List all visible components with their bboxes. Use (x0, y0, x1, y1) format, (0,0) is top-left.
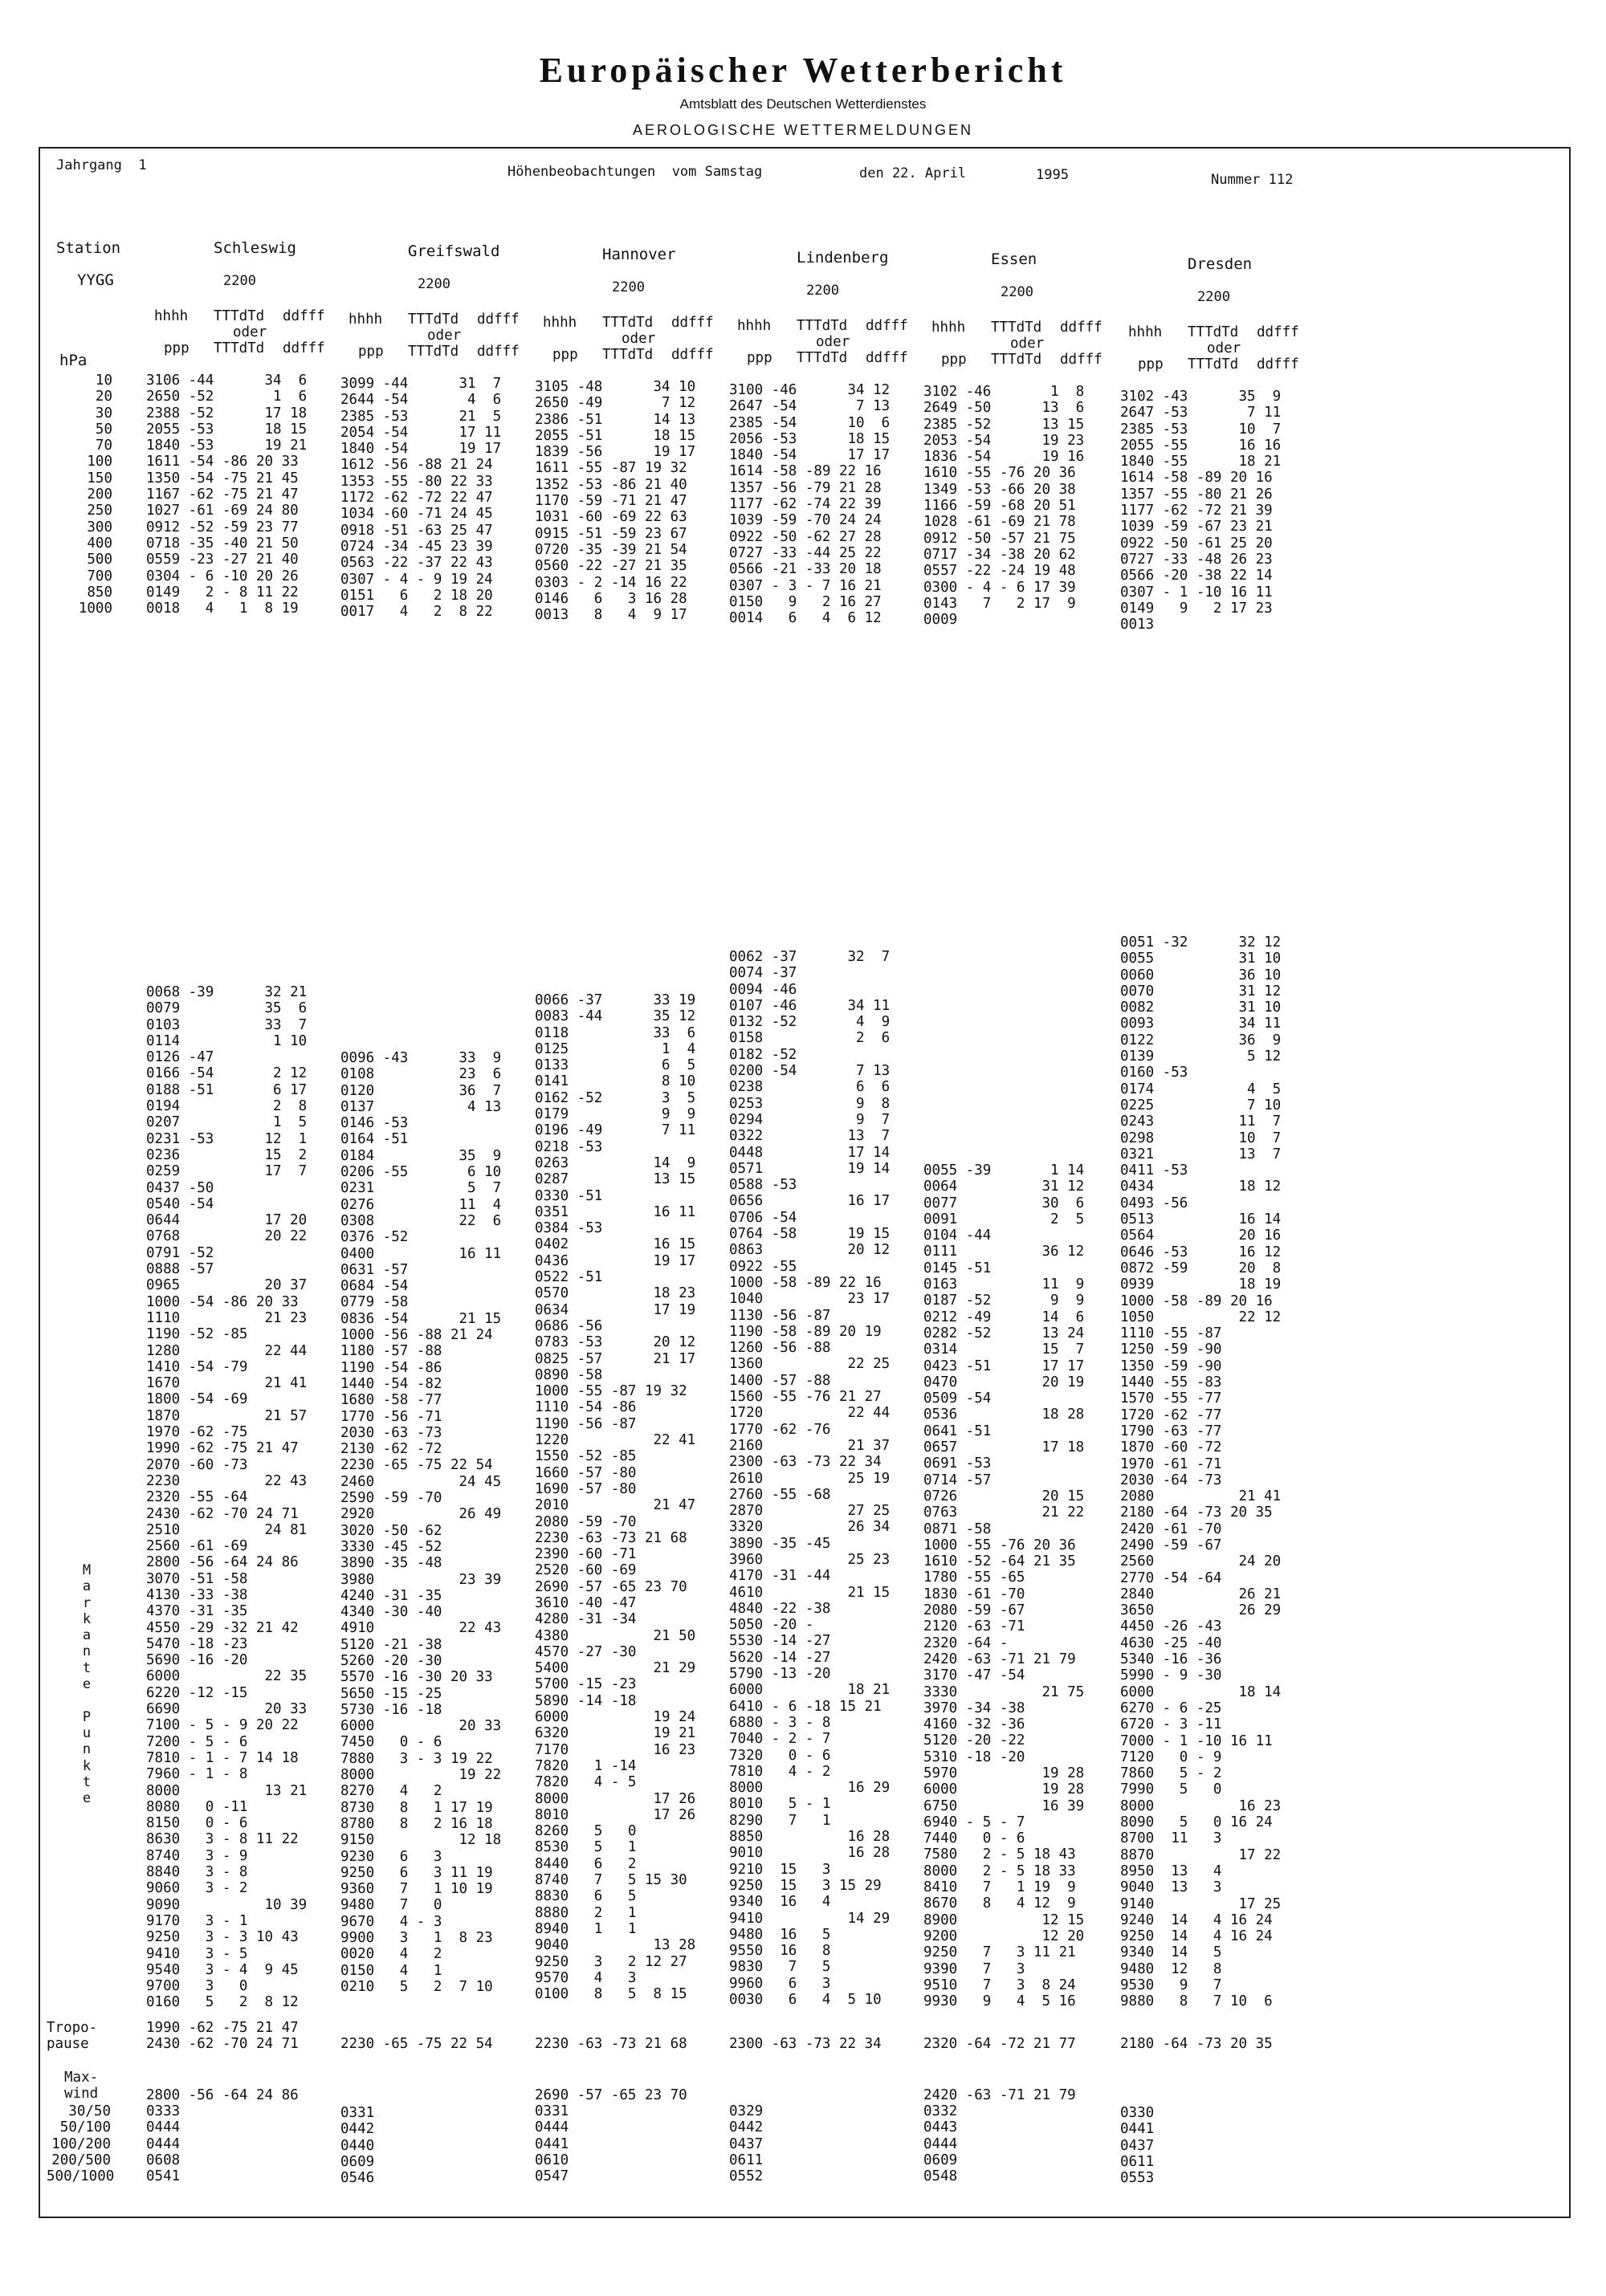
observation-date: den 22. April (859, 165, 967, 181)
oder-header: oder (233, 324, 267, 340)
station-time: 2200 (418, 276, 450, 292)
tttdtd-header: TTTdTd (991, 320, 1042, 336)
station-name: Essen (991, 250, 1037, 268)
layer-thickness-block: 0332 0443 0444 0609 0548 (923, 2103, 958, 2185)
ddfff-header: ddfff (866, 350, 908, 366)
oder-header: oder (427, 328, 462, 344)
hpa-label: hPa (59, 352, 88, 369)
hhhh-header: hhhh (1128, 324, 1163, 340)
ppp-header: ppp (747, 350, 772, 366)
observation-year: 1995 (1036, 167, 1069, 183)
document-subtitle: Amtsblatt des Deutschen Wetterdienstes (679, 96, 927, 112)
oder-header: oder (1010, 336, 1045, 352)
maxwind-block: 2800 -56 -64 24 86 (146, 2087, 299, 2103)
station-time: 2200 (223, 273, 256, 289)
standard-levels-block: 3099 -44 31 7 2644 -54 4 6 2385 -53 21 5 2054 -54 17 11 1840 -54 19 17 1612 -56 -88 21 24 1353 -55 -80 22 33 1172 -62 -72 22 47 1034 -60 -71 24 45 0918 -51 -63 25 47 0724 -34 -45 23 39 0563 -22 -37 22 43 0307 - 4 - 9 19 24 0151 6 2 18 20 0017 4 2 8 22 (340, 376, 502, 621)
station-name: Schleswig (214, 239, 296, 257)
station-name: Greifswald (408, 242, 500, 260)
oder-header: oder (1207, 340, 1241, 356)
tttdtd-header: TTTdTd (1188, 356, 1239, 372)
hhhh-header: hhhh (543, 315, 577, 331)
maxwind-block: 2690 -57 -65 23 70 (535, 2087, 687, 2103)
tropopause-block: 2180 -64 -73 20 35 (1120, 2036, 1273, 2053)
hhhh-header: hhhh (154, 308, 189, 324)
tttdtd-header: TTTdTd (797, 350, 848, 366)
tropopause-block: 2230 -65 -75 22 54 (340, 2036, 493, 2053)
hhhh-header: hhhh (737, 318, 772, 334)
tropopause-block: 1990 -62 -75 21 47 2430 -62 -70 24 71 (146, 2020, 299, 2053)
tttdtd-header: TTTdTd (408, 311, 459, 328)
tttdtd-header: TTTdTd (602, 315, 654, 331)
layer-thickness-block: 0331 0442 0440 0609 0546 (340, 2105, 375, 2187)
layer-labels: 30/50 50/100 100/200 200/500 500/1000 (47, 2103, 115, 2185)
ddfff-header: ddfff (1060, 352, 1103, 368)
ddfff-header: ddfff (1257, 324, 1299, 340)
ddfff-header: ddfff (283, 308, 325, 324)
significant-points-block: 0051 -32 32 12 0055 31 10 0060 36 10 0070 31 12 0082 31 10 0093 34 11 0122 36 9 0139 5 12 0160 -53 0174 4 5 0225 7 10 0243 11 7 0298 10 7 0321 13 7 0411 -53 0434 18 12 0493 -56 0513 16 14 0564 20 16 0646 -53 16 12 0872 -59 20 8 0939 18 19 1000 -58 -89 20 16 1050 22 12 1110 -55 -87 1250 -59 -90 1350 -59 -90 1440 -55 -83 1570 -55 -77 1720 -62 -77 1790 -63 -77 1870 -60 -72 1970 -61 -71 2030 -64 -73 2080 21 41 2180 -64 -73 20 35 2420 -61 -70 2490 -59 -67 2560 24 20 2770 -54 -64 2840 26 21 3650 26 29 4450 -26 -43 4630 -25 -40 5340 -16 -36 5990 - 9 -30 6000 18 14 6270 - 6 -25 6720 - 3 -11 7000 - 1 -10 16 11 7120 0 - 9 7860 5 - 2 7990 5 0 8000 16 23 8090 5 0 16 24 8700 11 3 8870 17 22 8950 13 4 9040 13 3 9140 17 25 9240 14 4 16 24 9250 14 4 16 24 9340 14 5 9480 12 8 9530 9 7 9880 8 7 10 6 (1120, 934, 1282, 2010)
station-time: 2200 (806, 283, 839, 299)
tropopause-block: 2230 -63 -73 21 68 (535, 2036, 687, 2053)
ddfff-header: ddfff (866, 318, 908, 334)
layer-thickness-block: 0331 0444 0441 0610 0547 (535, 2103, 569, 2185)
station-time: 2200 (1001, 284, 1033, 300)
ppp-header: ppp (552, 347, 578, 363)
jahrgang: Jahrgang 1 (56, 157, 147, 173)
significant-points-block: 0062 -37 32 7 0074 -37 0094 -46 0107 -46 34 11 0132 -52 4 9 0158 2 6 0182 -52 0200 -54 7 13 0238 6 6 0253 9 8 0294 9 7 0322 13 7 0448 17 14 0571 19 14 0588 -53 0656 16 17 0706 -54 0764 -58 19 15 0863 20 12 0922 -55 1000 -58 -89 22 16 1040 23 17 1130 -56 -87 1190 -58 -89 20 19 1260 -56 -88 1360 22 25 1400 -57 -88 1560 -55 -76 21 27 1720 22 44 1770 -62 -76 2160 21 37 2300 -63 -73 22 34 2610 25 19 2760 -55 -68 2870 27 25 3320 26 34 3890 -35 -45 3960 25 23 4170 -31 -44 4610 21 15 4840 -22 -38 5050 -20 - 5530 -14 -27 5620 -14 -27 5790 -13 -20 6000 18 21 6410 - 6 -18 15 21 6880 - 3 - 8 7040 - 2 - 7 7320 0 - 6 7810 4 - 2 8000 16 29 8010 5 - 1 8290 7 1 8850 16 28 9010 16 28 9210 15 3 9250 15 3 15 29 9340 16 4 9410 14 29 9480 16 5 9550 16 8 9830 7 5 9960 6 3 0030 6 4 5 10 (729, 949, 891, 2008)
significant-points-block: 0066 -37 33 19 0083 -44 35 12 0118 33 6 0125 1 4 0133 6 5 0141 8 10 0162 -52 3 5 0179 9 9 0196 -49 7 11 0218 -53 0263 14 9 0287 13 15 0330 -51 0351 16 11 0384 -53 0402 16 15 0436 19 17 0522 -51 0570 18 23 0634 17 19 0686 -56 0783 -53 20 12 0825 -57 21 17 0890 -58 1000 -55 -87 19 32 1110 -54 -86 1190 -56 -87 1220 22 41 1550 -52 -85 1660 -57 -80 1690 -57 -80 2010 21 47 2080 -59 -70 2230 -63 -73 21 68 2390 -60 -71 2520 -60 -69 2690 -57 -65 23 70 3610 -40 -47 4280 -31 -34 4380 21 50 4570 -27 -30 5400 21 29 5700 -15 -23 5890 -14 -18 6000 19 24 6320 19 21 7170 16 23 7820 1 -14 7820 4 - 5 8000 17 26 8010 17 26 8260 5 0 8530 5 1 8440 6 2 8740 7 5 15 30 8830 6 5 8880 2 1 8940 1 1 9040 13 28 9250 3 2 12 27 9570 4 3 0100 8 5 8 15 (535, 992, 696, 2003)
maxwind-label: Max- wind (64, 2070, 99, 2103)
standard-levels-block: 3106 -44 34 6 2650 -52 1 6 2388 -52 17 18 2055 -53 18 15 1840 -53 19 21 1611 -54 -86 20 33 1350 -54 -75 21 45 1167 -62 -75 21 47 1027 -61 -69 24 80 0912 -52 -59 23 77 0718 -35 -40 21 50 0559 -23 -27 21 40 0304 - 6 -10 20 26 0149 2 - 8 11 22 0018 4 1 8 19 (146, 372, 308, 617)
standard-levels-block: 3105 -48 34 10 2650 -49 7 12 2386 -51 14 13 2055 -51 18 15 1839 -56 19 17 1611 -55 -87 19 32 1352 -53 -86 21 40 1170 -59 -71 21 47 1031 -60 -69 22 63 0915 -51 -59 23 67 0720 -35 -39 21 54 0560 -22 -27 21 35 0303 - 2 -14 16 22 0146 6 3 16 28 0013 8 4 9 17 (535, 379, 696, 624)
ddfff-header: ddfff (671, 315, 714, 331)
tttdtd-header: TTTdTd (408, 344, 459, 360)
tropopause-block: 2300 -63 -73 22 34 (729, 2036, 882, 2053)
ddfff-header: ddfff (283, 340, 325, 356)
tttdtd-header: TTTdTd (602, 347, 654, 363)
ppp-header: ppp (1138, 356, 1164, 372)
oder-header: oder (622, 331, 656, 347)
station-time: 2200 (1197, 289, 1230, 305)
yygg-label: YYGG (77, 271, 114, 289)
standard-levels-block: 3102 -43 35 9 2647 -53 7 11 2385 -53 10 7 2055 -55 16 16 1840 -55 18 21 1614 -58 -89 20 16 1357 -55 -80 21 26 1177 -62 -72 21 39 1039 -59 -67 23 21 0922 -50 -61 25 20 0727 -33 -48 26 23 0566 -20 -38 22 14 0307 - 1 -10 16 11 0149 9 2 17 23 0013 (1120, 389, 1282, 633)
layer-thickness-block: 0329 0442 0437 0611 0552 (729, 2103, 764, 2185)
tttdtd-header: TTTdTd (797, 318, 848, 334)
ppp-header: ppp (164, 340, 190, 356)
significant-points-block: 0055 -39 1 14 0064 31 12 0077 30 6 0091 2 5 0104 -44 0111 36 12 0145 -51 0163 11 9 0187 -52 9 9 0212 -49 14 6 0282 -52 13 24 0314 15 7 0423 -51 17 17 0470 20 19 0509 -54 0536 18 28 0641 -51 0657 17 18 0691 -53 0714 -57 0726 20 15 0763 21 22 0871 -58 1000 -55 -76 20 36 1610 -52 -64 21 35 1780 -55 -65 1830 -61 -70 2080 -59 -67 2120 -63 -71 2320 -64 - 2420 -63 -71 21 79 3170 -47 -54 3330 21 75 3970 -34 -38 4160 -32 -36 5120 -20 -22 5310 -18 -20 5970 19 28 6000 19 28 6750 16 39 6940 - 5 - 7 7440 0 - 6 7580 2 - 5 18 43 8000 2 - 5 18 33 8410 7 1 19 9 8670 8 4 12 9 8900 12 15 9200 12 20 9250 7 3 11 21 9390 7 3 9510 7 3 8 24 9930 9 4 5 16 (923, 1162, 1085, 2010)
tropopause-label: Tropo- pause (47, 2020, 98, 2053)
markante-punkte-label: M a r k a n t e P u n k t e (82, 1562, 92, 1807)
ddfff-header: ddfff (1257, 356, 1299, 372)
section-title: AEROLOGISCHE WETTERMELDUNGEN (632, 122, 974, 138)
ddfff-header: ddfff (1060, 320, 1103, 336)
oder-header: oder (816, 334, 850, 350)
issue-number: Nummer 112 (1211, 172, 1294, 188)
standard-levels-block: 3102 -46 1 8 2649 -50 13 6 2385 -52 13 15 2053 -54 19 23 1836 -54 19 16 1610 -55 -76 20 36 1349 -53 -66 20 38 1166 -59 -68 20 51 1028 -61 -69 21 78 0912 -50 -57 21 75 0717 -34 -38 20 62 0557 -22 -24 19 48 0300 - 4 - 6 17 39 0143 7 2 17 9 0009 (923, 384, 1085, 629)
tttdtd-header: TTTdTd (1188, 324, 1239, 340)
layer-thickness-block: 0333 0444 0444 0608 0541 (146, 2103, 181, 2185)
layer-thickness-block: 0330 0441 0437 0611 0553 (1120, 2105, 1155, 2187)
observation-description: Höhenbeobachtungen vom Samstag (507, 164, 763, 180)
station-name: Dresden (1188, 255, 1253, 273)
station-name: Hannover (602, 246, 676, 263)
tropopause-block: 2320 -64 -72 21 77 (923, 2036, 1076, 2053)
tttdtd-header: TTTdTd (991, 352, 1042, 368)
significant-points-block: 0068 -39 32 21 0079 35 6 0103 33 7 0114 1 10 0126 -47 0166 -54 2 12 0188 -51 6 17 0194 2 8 0207 1 5 0231 -53 12 1 0236 15 2 0259 17 7 0437 -50 0540 -54 0644 17 20 0768 20 22 0791 -52 0888 -57 0965 20 37 1000 -54 -86 20 33 1110 21 23 1190 -52 -85 1280 22 44 1410 -54 -79 1670 21 41 1800 -54 -69 1870 21 57 1970 -62 -75 1990 -62 -75 21 47 2070 -60 -73 2230 22 43 2320 -55 -64 2430 -62 -70 24 71 2510 24 81 2560 -61 -69 2800 -56 -64 24 86 3070 -51 -58 4130 -33 -38 4370 -31 -35 4550 -29 -32 21 42 5470 -18 -23 5690 -16 -20 6000 22 35 6220 -12 -15 6690 20 33 7100 - 5 - 9 20 22 7200 - 5 - 6 7810 - 1 - 7 14 18 7960 - 1 - 8 8000 13 21 8080 0 -11 8150 0 - 6 8630 3 - 8 11 22 8740 3 - 9 8840 3 - 8 9060 3 - 2 9090 10 39 9170 3 - 1 9250 3 - 3 10 43 9410 3 - 5 9540 3 - 4 9 45 9700 3 0 0160 5 2 8 12 (146, 984, 308, 2011)
ppp-header: ppp (941, 352, 967, 368)
ddfff-header: ddfff (477, 311, 520, 328)
station-name: Lindenberg (797, 249, 889, 267)
hhhh-header: hhhh (931, 320, 966, 336)
pressure-levels: 10 20 30 50 70 100 150 200 250 300 400 500 700 850 1000 (78, 372, 112, 617)
tttdtd-header: TTTdTd (214, 340, 265, 356)
hhhh-header: hhhh (349, 311, 383, 328)
ddfff-header: ddfff (477, 344, 520, 360)
station-label: Station (56, 239, 121, 257)
station-time: 2200 (612, 279, 645, 295)
document-title: Europäischer Wetterbericht (539, 51, 1067, 90)
maxwind-block: 2420 -63 -71 21 79 (923, 2087, 1076, 2103)
significant-points-block: 0096 -43 33 9 0108 23 6 0120 36 7 0137 4 13 0146 -53 0164 -51 0184 35 9 0206 -55 6 10 0231 5 7 0276 11 4 0308 22 6 0376 -52 0400 16 11 0631 -57 0684 -54 0779 -58 0836 -54 21 15 1000 -56 -88 21 24 1180 -57 -88 1190 -54 -86 1440 -54 -82 1680 -58 -77 1770 -56 -71 2030 -63 -73 2130 -62 -72 2230 -65 -75 22 54 2460 24 45 2590 -59 -70 2920 26 49 3020 -50 -62 3330 -45 -52 3890 -35 -48 3980 23 39 4240 -31 -35 4340 -30 -40 4910 22 43 5120 -21 -38 5260 -20 -30 5570 -16 -30 20 33 5650 -15 -25 5730 -16 -18 6000 20 33 7450 0 - 6 7880 3 - 3 19 22 8000 19 22 8270 4 2 8730 8 1 17 19 8780 8 2 16 18 9150 12 18 9230 6 3 9250 6 3 11 19 9360 7 1 10 19 9480 7 0 9670 4 - 3 9900 3 1 8 23 0020 4 2 0150 4 1 0210 5 2 7 10 (340, 1050, 502, 1995)
tttdtd-header: TTTdTd (214, 308, 265, 324)
standard-levels-block: 3100 -46 34 12 2647 -54 7 13 2385 -54 10 6 2056 -53 18 15 1840 -54 17 17 1614 -58 -89 22 16 1357 -56 -79 21 28 1177 -62 -74 22 39 1039 -59 -70 24 24 0922 -50 -62 27 28 0727 -33 -44 25 22 0566 -21 -33 20 18 0307 - 3 - 7 16 21 0150 9 2 16 27 0014 6 4 6 12 (729, 382, 891, 627)
ddfff-header: ddfff (671, 347, 714, 363)
ppp-header: ppp (358, 344, 384, 360)
